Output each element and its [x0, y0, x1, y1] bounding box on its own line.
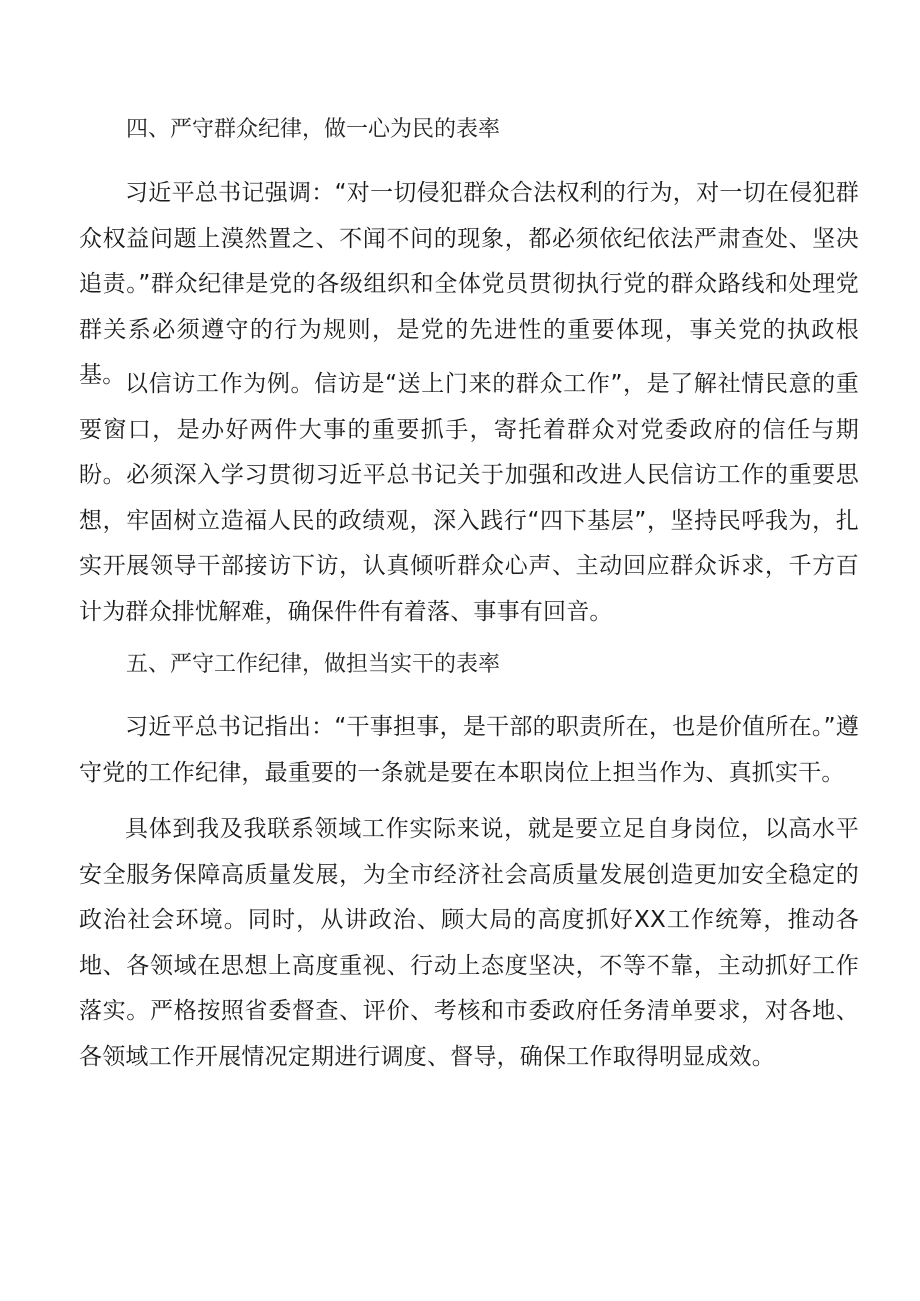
- section-4-paragraph-2: 以信访工作为例。信访是“送上门来的群众工作”，是了解社情民意的重要窗口，是办好两件大事的重要抓手，寄托着群众对党委政府的信任与期盼。必须深入学习贯彻习近平总书记关于加强和改进人民信访工作的重要思想，牢固树立造福人民的政绩观，深入践行“四下基层”，坚持民呼我为，扎实开展领导干部接访下访，认真倾听群众心声、主动回应群众诉求，千方百计为群众排忧解难，确保件件有着落、事事有回音。: [79, 371, 859, 625]
- section-5-paragraph-2: 具体到我及我联系领域工作实际来说，就是要立足自身岗位，以高水平安全服务保障高质量发展，为全市经济社会高质量发展创造更加安全稳定的政治社会环境。同时，从讲政治、顾大局的高度抓好XX工作统筹，推动各地、各领域在思想上高度重视、行动上态度坚决，不等不靠，主动抓好工作落实。严格按照省委督查、评价、考核和市委政府任务清单要求，对各地、各领域工作开展情况定期进行调度、督导，确保工作取得明显成效。: [79, 816, 859, 1070]
- section-4-paragraph-1: 习近平总书记强调：“对一切侵犯群众合法权利的行为，对一切在侵犯群众权益问题上漠然置之、不闻不问的现象，都必须依纪依法严肃查处、坚决追责。”群众纪律是党的各级组织和全体党员贯彻执行党的群众路线和处理党群关系必须遵守的行为规则，是党的先进性的重要体现，事关党的执政根基。: [79, 180, 859, 388]
- section-4-heading: 四、严守群众纪律，做一心为民的表率: [126, 117, 501, 142]
- section-5-paragraph-1: 习近平总书记指出：“干事担事，是干部的职责所在，也是价值所在。”遵守党的工作纪律，最重要的一条就是要在本职岗位上担当作为、真抓实干。: [79, 714, 859, 786]
- section-5-heading: 五、严守工作纪律，做担当实干的表率: [126, 652, 501, 677]
